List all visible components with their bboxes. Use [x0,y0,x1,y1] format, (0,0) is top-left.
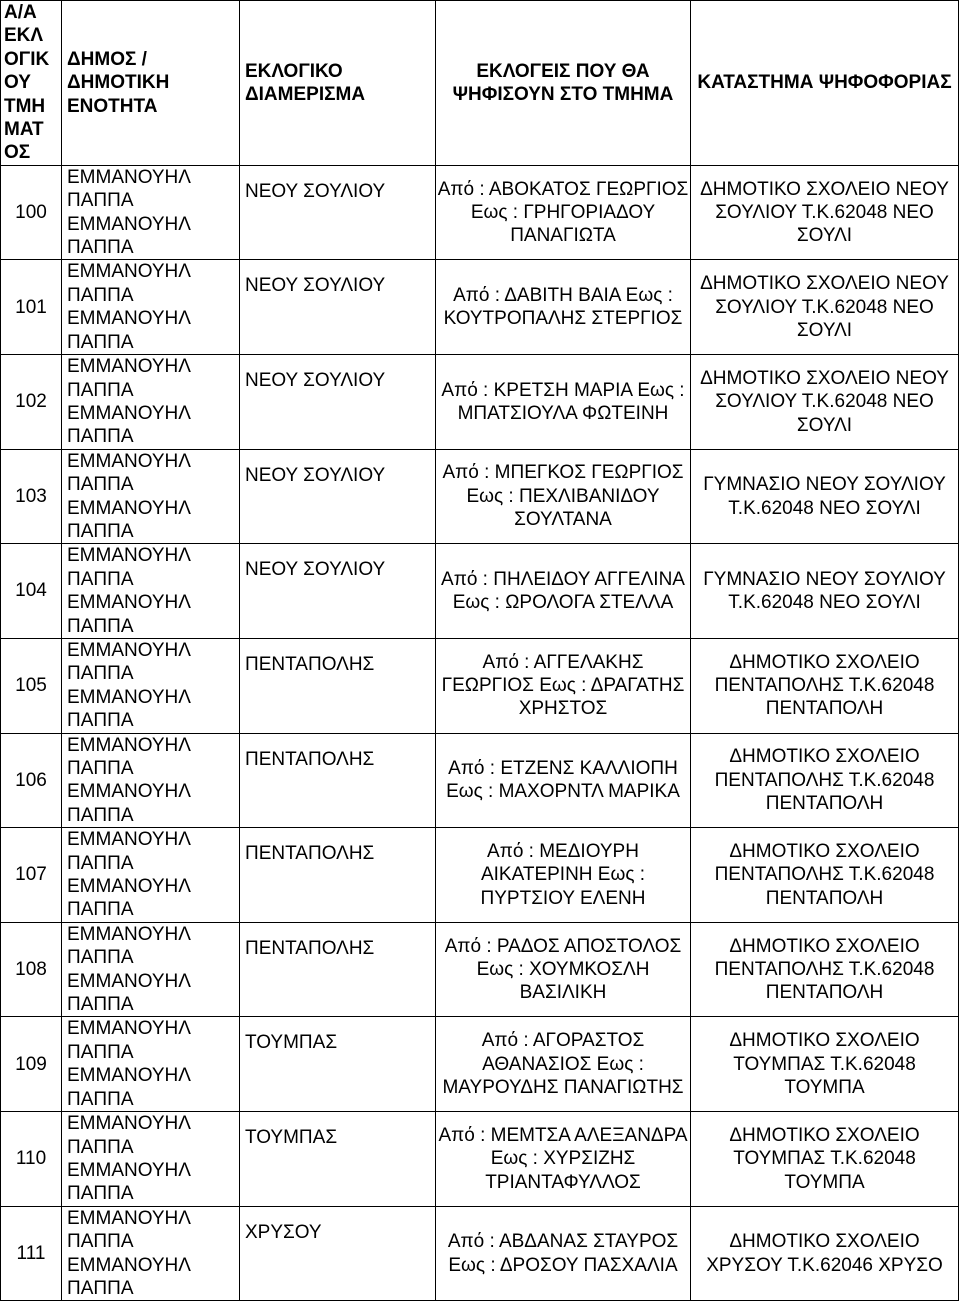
table-row [1,544,959,639]
row-ekloges: Από : ΠΗΛΕΙΔΟΥ ΑΓΓΕΛΙΝΑ Εως : ΩΡΟΛΟΓΑ ΣΤΕΛΛΑ [436,544,691,639]
row-number: 108 [1,922,62,1017]
table-row [1,1206,959,1301]
row-dimos: ΕΜΜΑΝΟΥΗΛ ΠΑΠΠΑ ΕΜΜΑΝΟΥΗΛ ΠΑΠΠΑ [62,449,240,544]
row-ekloges: Από : ΡΑΔΟΣ ΑΠΟΣΤΟΛΟΣ Εως : ΧΟΥΜΚΟΣΛΗ ΒΑΣΙΛΙΚΗ [436,922,691,1017]
row-number: 104 [1,544,62,639]
row-ekloges: Από : ΜΕΜΤΣΑ ΑΛΕΞΑΝΔΡΑ Εως : ΧΥΡΣΙΖΗΣ ΤΡΙΑΝΤΑΦΥΛΛΟΣ [436,1112,691,1207]
row-diamerisma: ΝΕΟΥ ΣΟΥΛΙΟΥ [240,260,436,355]
row-diamerisma: ΠΕΝΤΑΠΟΛΗΣ [240,828,436,923]
row-dimos: ΕΜΜΑΝΟΥΗΛ ΠΑΠΠΑ ΕΜΜΑΝΟΥΗΛ ΠΑΠΠΑ [62,828,240,923]
row-number: 107 [1,828,62,923]
row-dimos: ΕΜΜΑΝΟΥΗΛ ΠΑΠΠΑ ΕΜΜΑΝΟΥΗΛ ΠΑΠΠΑ [62,733,240,828]
header-katastima: ΚΑΤΑΣΤΗΜΑ ΨΗΦΟΦΟΡΙΑΣ [691,1,959,166]
row-dimos: ΕΜΜΑΝΟΥΗΛ ΠΑΠΠΑ ΕΜΜΑΝΟΥΗΛ ΠΑΠΠΑ [62,1017,240,1112]
row-diamerisma: ΝΕΟΥ ΣΟΥΛΙΟΥ [240,355,436,450]
row-katastima: ΔΗΜΟΤΙΚΟ ΣΧΟΛΕΙΟ ΠΕΝΤΑΠΟΛΗΣ Τ.Κ.62048 ΠΕΝΤΑΠΟΛΗ [691,733,959,828]
table-row [1,1112,959,1207]
row-number: 100 [1,165,62,260]
row-ekloges: Από : ΑΒΔΑΝΑΣ ΣΤΑΥΡΟΣ Εως : ΔΡΟΣΟΥ ΠΑΣΧΑΛΙΑ [436,1206,691,1301]
row-ekloges: Από : ΑΒΟΚΑΤΟΣ ΓΕΩΡΓΙΟΣ Εως : ΓΡΗΓΟΡΙΑΔΟΥ ΠΑΝΑΓΙΩΤΑ [436,165,691,260]
row-number: 101 [1,260,62,355]
table-header-row [1,1,959,166]
table-row [1,449,959,544]
table-row [1,355,959,450]
row-number: 106 [1,733,62,828]
header-aa: Α/Α ΕΚΛ ΟΓΙΚ ΟΥ ΤΜΗ ΜΑΤ ΟΣ [1,1,62,166]
row-diamerisma: ΝΕΟΥ ΣΟΥΛΙΟΥ [240,449,436,544]
row-number: 110 [1,1112,62,1207]
table-row [1,922,959,1017]
row-diamerisma: ΝΕΟΥ ΣΟΥΛΙΟΥ [240,544,436,639]
row-ekloges: Από : ΕΤΖΕΝΣ ΚΑΛΛΙΟΠΗ Εως : ΜΑΧΟΡΝΤΛ ΜΑΡΙΚΑ [436,733,691,828]
row-katastima: ΔΗΜΟΤΙΚΟ ΣΧΟΛΕΙΟ ΠΕΝΤΑΠΟΛΗΣ Τ.Κ.62048 ΠΕΝΤΑΠΟΛΗ [691,922,959,1017]
table-row [1,165,959,260]
row-diamerisma: ΠΕΝΤΑΠΟΛΗΣ [240,733,436,828]
row-ekloges: Από : ΑΓΟΡΑΣΤΟΣ ΑΘΑΝΑΣΙΟΣ Εως : ΜΑΥΡΟΥΔΗΣ ΠΑΝΑΓΙΩΤΗΣ [436,1017,691,1112]
header-ekloges: ΕΚΛΟΓΕΙΣ ΠΟΥ ΘΑ ΨΗΦΙΣΟΥΝ ΣΤΟ ΤΜΗΜΑ [436,1,691,166]
row-katastima: ΔΗΜΟΤΙΚΟ ΣΧΟΛΕΙΟ ΤΟΥΜΠΑΣ Τ.Κ.62048 ΤΟΥΜΠΑ [691,1112,959,1207]
header-dimos: ΔΗΜΟΣ / ΔΗΜΟΤΙΚΗ ΕΝΟΤΗΤΑ [62,1,240,166]
row-dimos: ΕΜΜΑΝΟΥΗΛ ΠΑΠΠΑ ΕΜΜΑΝΟΥΗΛ ΠΑΠΠΑ [62,1206,240,1301]
row-number: 103 [1,449,62,544]
table-row [1,828,959,923]
row-dimos: ΕΜΜΑΝΟΥΗΛ ΠΑΠΠΑ ΕΜΜΑΝΟΥΗΛ ΠΑΠΠΑ [62,355,240,450]
row-ekloges: Από : ΜΠΕΓΚΟΣ ΓΕΩΡΓΙΟΣ Εως : ΠΕΧΛΙΒΑΝΙΔΟΥ ΣΟΥΛΤΑΝΑ [436,449,691,544]
row-diamerisma: ΤΟΥΜΠΑΣ [240,1017,436,1112]
row-katastima: ΔΗΜΟΤΙΚΟ ΣΧΟΛΕΙΟ ΠΕΝΤΑΠΟΛΗΣ Τ.Κ.62048 ΠΕΝΤΑΠΟΛΗ [691,828,959,923]
header-diamerisma: ΕΚΛΟΓΙΚΟ ΔΙΑΜΕΡΙΣΜΑ [240,1,436,166]
table-row [1,260,959,355]
row-dimos: ΕΜΜΑΝΟΥΗΛ ΠΑΠΠΑ ΕΜΜΑΝΟΥΗΛ ΠΑΠΠΑ [62,638,240,733]
row-diamerisma: ΤΟΥΜΠΑΣ [240,1112,436,1207]
row-diamerisma: ΝΕΟΥ ΣΟΥΛΙΟΥ [240,165,436,260]
row-ekloges: Από : ΜΕΔΙΟΥΡΗ ΑΙΚΑΤΕΡΙΝΗ Εως : ΠΥΡΤΣΙΟΥ ΕΛΕΝΗ [436,828,691,923]
row-katastima: ΓΥΜΝΑΣΙΟ ΝΕΟΥ ΣΟΥΛΙΟΥ Τ.Κ.62048 ΝΕΟ ΣΟΥΛΙ [691,449,959,544]
row-dimos: ΕΜΜΑΝΟΥΗΛ ΠΑΠΠΑ ΕΜΜΑΝΟΥΗΛ ΠΑΠΠΑ [62,165,240,260]
row-number: 109 [1,1017,62,1112]
row-number: 111 [1,1206,62,1301]
row-katastima: ΓΥΜΝΑΣΙΟ ΝΕΟΥ ΣΟΥΛΙΟΥ Τ.Κ.62048 ΝΕΟ ΣΟΥΛΙ [691,544,959,639]
table-row [1,638,959,733]
row-diamerisma: ΠΕΝΤΑΠΟΛΗΣ [240,922,436,1017]
row-dimos: ΕΜΜΑΝΟΥΗΛ ΠΑΠΠΑ ΕΜΜΑΝΟΥΗΛ ΠΑΠΠΑ [62,544,240,639]
row-katastima: ΔΗΜΟΤΙΚΟ ΣΧΟΛΕΙΟ ΝΕΟΥ ΣΟΥΛΙΟΥ Τ.Κ.62048 ΝΕΟ ΣΟΥΛΙ [691,165,959,260]
row-katastima: ΔΗΜΟΤΙΚΟ ΣΧΟΛΕΙΟ ΠΕΝΤΑΠΟΛΗΣ Τ.Κ.62048 ΠΕΝΤΑΠΟΛΗ [691,638,959,733]
row-dimos: ΕΜΜΑΝΟΥΗΛ ΠΑΠΠΑ ΕΜΜΑΝΟΥΗΛ ΠΑΠΠΑ [62,260,240,355]
row-katastima: ΔΗΜΟΤΙΚΟ ΣΧΟΛΕΙΟ ΝΕΟΥ ΣΟΥΛΙΟΥ Τ.Κ.62048 ΝΕΟ ΣΟΥΛΙ [691,355,959,450]
row-ekloges: Από : ΚΡΕΤΣΗ ΜΑΡΙΑ Εως : ΜΠΑΤΣΙΟΥΛΑ ΦΩΤΕΙΝΗ [436,355,691,450]
row-katastima: ΔΗΜΟΤΙΚΟ ΣΧΟΛΕΙΟ ΤΟΥΜΠΑΣ Τ.Κ.62048 ΤΟΥΜΠΑ [691,1017,959,1112]
row-katastima: ΔΗΜΟΤΙΚΟ ΣΧΟΛΕΙΟ ΧΡΥΣΟΥ Τ.Κ.62046 ΧΡΥΣΟ [691,1206,959,1301]
row-ekloges: Από : ΑΓΓΕΛΑΚΗΣ ΓΕΩΡΓΙΟΣ Εως : ΔΡΑΓΑΤΗΣ ΧΡΗΣΤΟΣ [436,638,691,733]
row-number: 102 [1,355,62,450]
row-ekloges: Από : ΔΑΒΙΤΗ ΒΑΙΑ Εως : ΚΟΥΤΡΟΠΑΛΗΣ ΣΤΕΡΓΙΟΣ [436,260,691,355]
row-dimos: ΕΜΜΑΝΟΥΗΛ ΠΑΠΠΑ ΕΜΜΑΝΟΥΗΛ ΠΑΠΠΑ [62,1112,240,1207]
row-katastima: ΔΗΜΟΤΙΚΟ ΣΧΟΛΕΙΟ ΝΕΟΥ ΣΟΥΛΙΟΥ Τ.Κ.62048 ΝΕΟ ΣΟΥΛΙ [691,260,959,355]
table-row [1,1017,959,1112]
row-number: 105 [1,638,62,733]
row-dimos: ΕΜΜΑΝΟΥΗΛ ΠΑΠΠΑ ΕΜΜΑΝΟΥΗΛ ΠΑΠΠΑ [62,922,240,1017]
row-diamerisma: ΧΡΥΣΟΥ [240,1206,436,1301]
table-row [1,733,959,828]
row-diamerisma: ΠΕΝΤΑΠΟΛΗΣ [240,638,436,733]
